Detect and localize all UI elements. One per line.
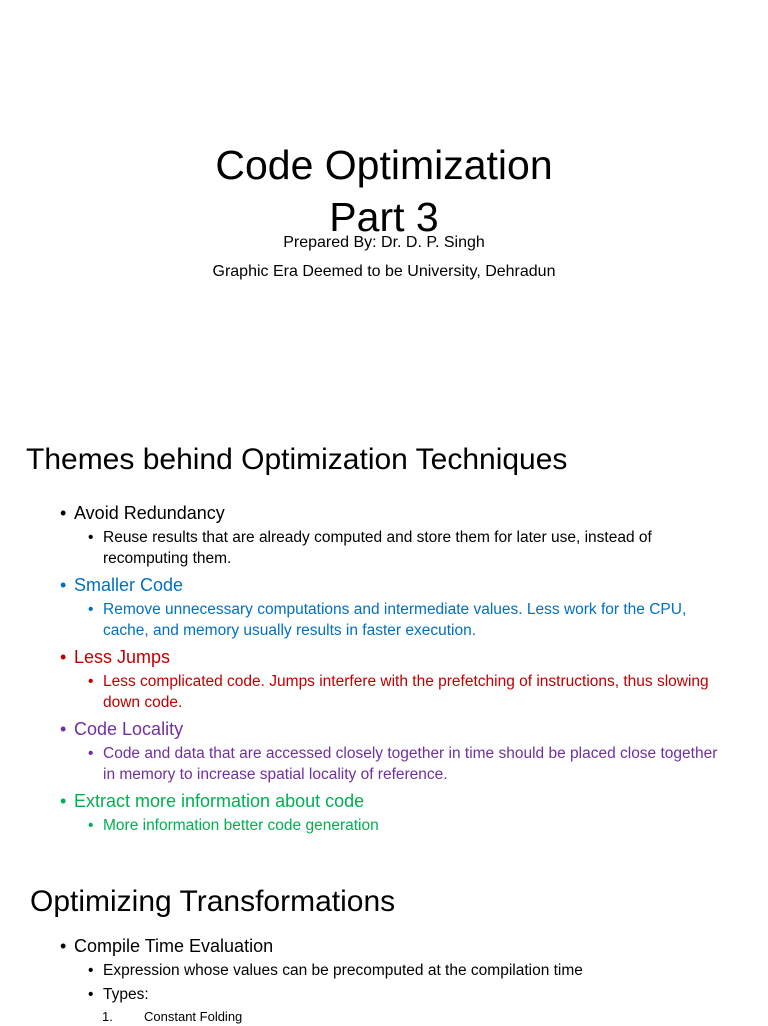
theme-item-extract-information bbox=[60, 789, 720, 836]
theme-item-less-jumps bbox=[60, 645, 720, 713]
theme-detail: • Code and data that are accessed closely together in time should be placed close together in memory to increase spatial locality of reference. bbox=[88, 743, 720, 785]
transformation-label: Compile Time Evaluation bbox=[74, 936, 274, 956]
theme-detail: • Reuse results that are already computed and store them for later use, instead of recomputing them. bbox=[88, 527, 720, 569]
theme-item-avoid-redundancy bbox=[60, 501, 720, 569]
theme-detail: • Less complicated code. Jumps interfere with the prefetching of instructions, thus slowing down code. bbox=[88, 671, 720, 713]
title-slide bbox=[0, 0, 768, 395]
theme-label: Extract more information about code bbox=[74, 791, 365, 811]
institution-line: Graphic Era Deemed to be University, Dehradun bbox=[212, 263, 556, 280]
type-label: Constant Folding bbox=[144, 1009, 243, 1024]
slide-heading: Optimizing Transformations bbox=[30, 885, 396, 918]
theme-label: Less Jumps bbox=[74, 647, 171, 667]
theme-detail: • More information better code generation bbox=[88, 815, 720, 836]
theme-detail: • Remove unnecessary computations and intermediate values. Less work for the CPU, cache, and memory usually results in faster execution. bbox=[88, 599, 720, 641]
title-line-2: Part 3 bbox=[329, 194, 439, 241]
transformation-detail: • Expression whose values can be precomputed at the compilation time bbox=[88, 960, 720, 981]
theme-item-code-locality bbox=[60, 717, 720, 785]
theme-label: Avoid Redundancy bbox=[74, 503, 225, 523]
themes-slide bbox=[0, 420, 768, 865]
transformation-list bbox=[60, 930, 720, 1026]
slide-heading: Themes behind Optimization Techniques bbox=[26, 443, 568, 476]
theme-list bbox=[60, 497, 720, 839]
type-item bbox=[102, 1008, 720, 1026]
types-list bbox=[74, 1008, 720, 1026]
theme-item-smaller-code bbox=[60, 573, 720, 641]
theme-label: Code Locality bbox=[74, 719, 184, 739]
transformations-slide bbox=[0, 870, 768, 1024]
theme-label: Smaller Code bbox=[74, 575, 184, 595]
transformation-item bbox=[60, 934, 720, 1026]
author-line: Prepared By: Dr. D. P. Singh bbox=[283, 234, 485, 251]
transformation-types: • Types: bbox=[88, 984, 720, 1005]
slide-subtitle bbox=[0, 228, 768, 286]
type-number: 1. bbox=[102, 1009, 113, 1024]
title-line-1: Code Optimization bbox=[215, 142, 553, 189]
